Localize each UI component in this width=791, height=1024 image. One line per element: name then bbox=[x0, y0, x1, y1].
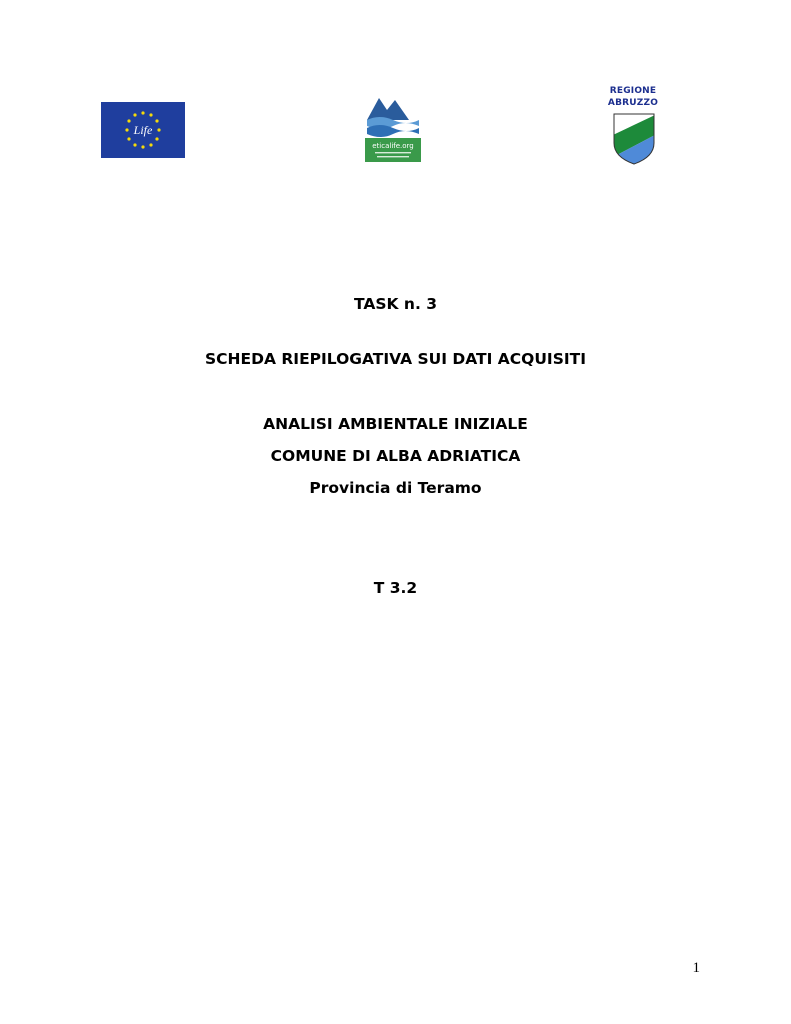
region-name-line1: REGIONE bbox=[609, 86, 657, 96]
page-number: 1 bbox=[692, 960, 700, 976]
etica-life-logo bbox=[365, 90, 421, 162]
eu-life-logo bbox=[101, 102, 185, 158]
province-heading: Provincia di Teramo bbox=[309, 479, 482, 497]
task-heading: TASK n. 3 bbox=[353, 295, 438, 313]
eu-life-flag-icon bbox=[101, 102, 185, 158]
region-name-line2: ABRUZZO bbox=[607, 98, 659, 108]
municipality-heading: COMUNE DI ALBA ADRIATICA bbox=[270, 447, 521, 465]
analysis-heading: ANALISI AMBIENTALE INIZIALE bbox=[263, 415, 528, 433]
regione-abruzzo-logo bbox=[600, 86, 666, 166]
abruzzo-shield-icon bbox=[613, 113, 655, 165]
etica-logo-text: eticalife.org bbox=[372, 142, 414, 150]
document-code: T 3.2 bbox=[373, 579, 418, 597]
life-logo-text: Life bbox=[133, 123, 153, 137]
etica-life-logo-icon bbox=[365, 90, 421, 162]
summary-sheet-heading: SCHEDA RIEPILOGATIVA SUI DATI ACQUISITI bbox=[205, 350, 586, 368]
